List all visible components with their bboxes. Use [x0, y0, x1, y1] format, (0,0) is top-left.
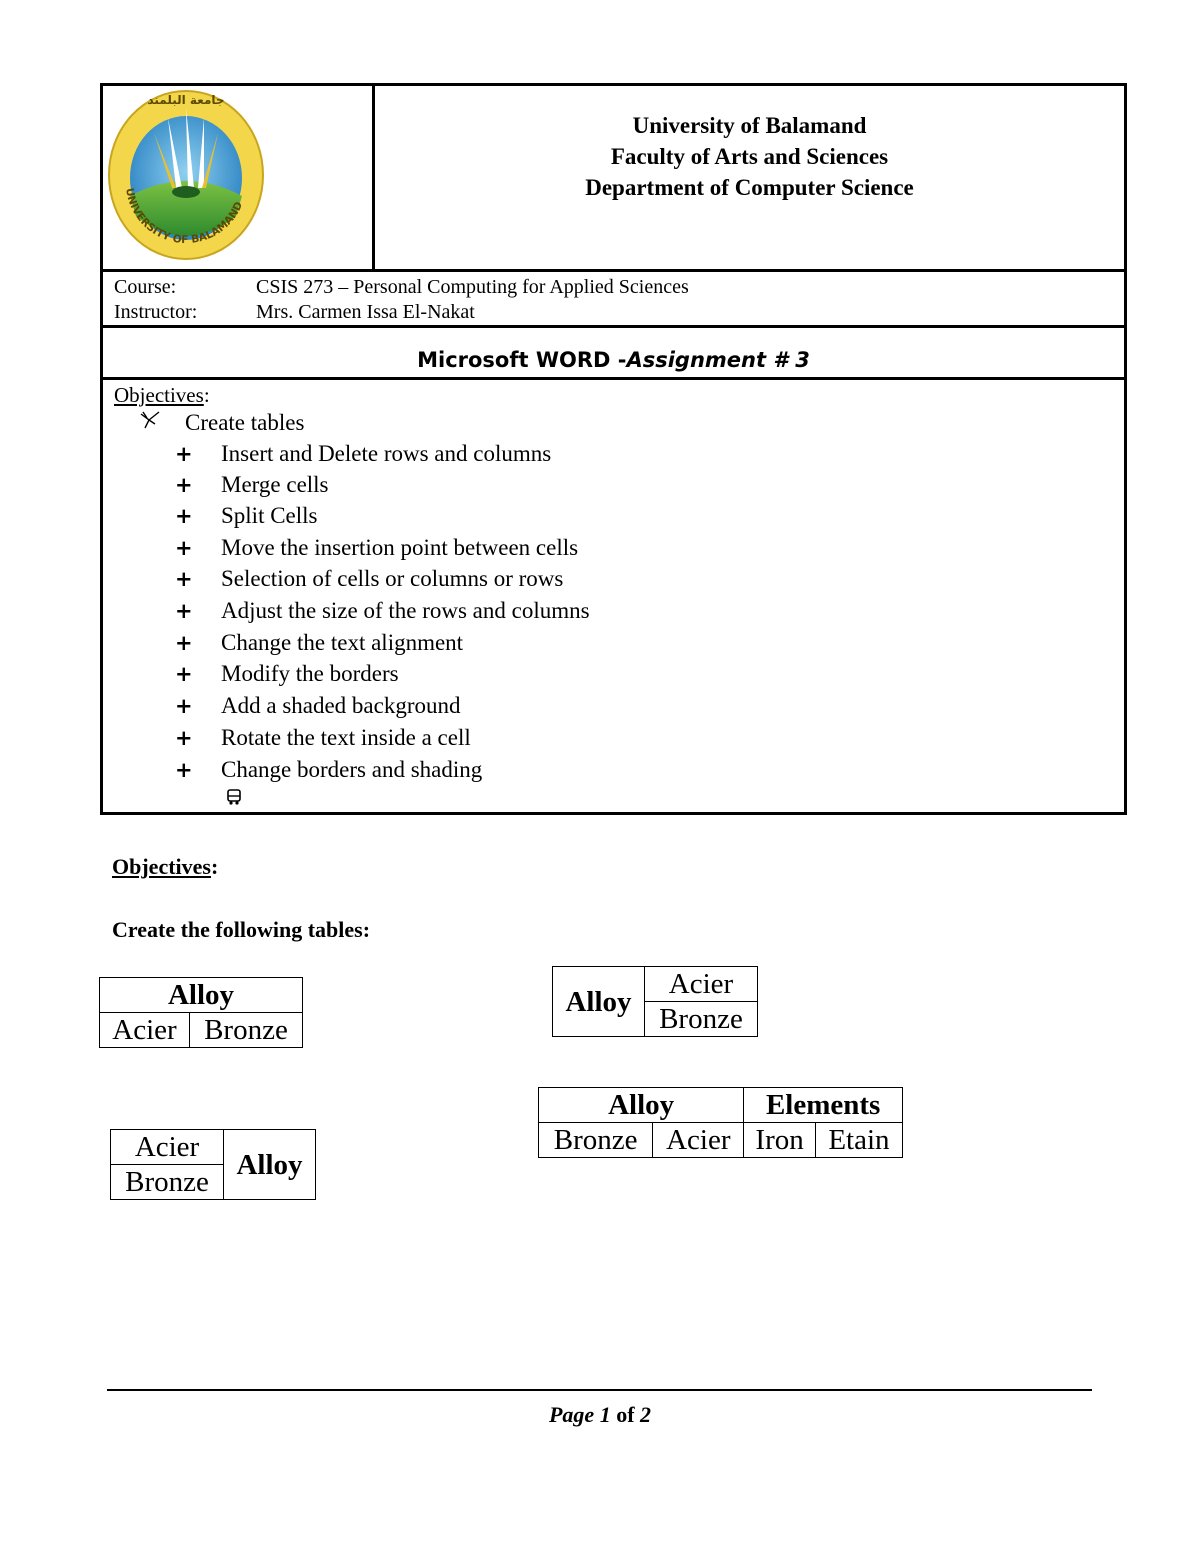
university-seal-icon [106, 88, 266, 263]
plus-bullet-icon: + [175, 662, 193, 686]
table-cell: Bronze [644, 1002, 757, 1037]
plus-bullet-icon: + [175, 473, 193, 497]
plus-bullet-icon: + [175, 694, 193, 718]
course-value: CSIS 273 – Personal Computing for Applied Sciences [256, 276, 689, 298]
table-cell: Acier [111, 1130, 224, 1165]
plus-bullet-icon: + [175, 442, 193, 466]
svg-text:UNIVERSITY OF BALAMAND: UNIVERSITY OF BALAMAND [123, 187, 246, 247]
list-item: + Rotate the text inside a cell [175, 725, 471, 750]
bus-icon [225, 788, 243, 810]
objectives-box [103, 377, 1124, 812]
create-following-text: Create the following tables: [112, 917, 371, 942]
footer-divider [107, 1389, 1092, 1391]
table-cell: Bronze [539, 1123, 653, 1158]
list-item: + Merge cells [175, 472, 329, 497]
objectives-heading: Objectives: [114, 383, 210, 407]
faculty-name: Faculty of Arts and Sciences [610, 144, 889, 169]
course-label: Course: [114, 276, 177, 298]
plus-bullet-icon: + [175, 631, 193, 655]
assignment-title: Microsoft WORD -Assignment # 3 [417, 348, 810, 372]
department-name: Department of Computer Science [585, 175, 914, 200]
sample-table-3 [110, 1129, 316, 1200]
table-header-cell: Alloy [539, 1088, 744, 1123]
list-item: + Change borders and shading [175, 757, 483, 782]
university-name: University of Balamand [632, 113, 867, 138]
table-header-cell: Elements [744, 1088, 903, 1123]
objectives-heading-2: Objectives: [112, 854, 219, 879]
plus-bullet-icon: + [175, 536, 193, 560]
list-item: + Change the text alignment [175, 630, 464, 655]
plus-bullet-icon: + [175, 504, 193, 528]
create-tables-item: Create tables [139, 410, 304, 436]
list-item: + Add a shaded background [175, 693, 461, 718]
university-cell [375, 86, 1124, 269]
instructor-label: Instructor: [114, 301, 198, 323]
table-cell: Acier [100, 1013, 190, 1048]
header-box [100, 83, 1127, 815]
plus-bullet-icon: + [175, 567, 193, 591]
list-item: + Modify the borders [175, 661, 399, 686]
table-cell: Bronze [189, 1013, 302, 1048]
table-header-cell: Alloy [100, 978, 303, 1013]
page-footer: Page 1 of 2 [548, 1402, 652, 1427]
table-cell: Bronze [111, 1165, 224, 1200]
table-cell: Acier [644, 967, 757, 1002]
dove-bullet-icon [139, 410, 185, 436]
plus-bullet-icon: + [175, 599, 193, 623]
table-header-cell: Alloy [224, 1130, 316, 1200]
table-cell: Acier [653, 1123, 744, 1158]
list-item: + Insert and Delete rows and columns [175, 441, 552, 466]
list-item: + Selection of cells or columns or rows [175, 566, 564, 591]
sample-table-4 [538, 1087, 903, 1158]
list-item: + Split Cells [175, 503, 318, 528]
course-row [103, 269, 1124, 326]
list-item: + Adjust the size of the rows and columns [175, 598, 590, 623]
sample-table-1 [99, 977, 303, 1048]
table-cell: Etain [815, 1123, 902, 1158]
table-header-cell: Alloy [553, 967, 645, 1037]
sample-table-2 [552, 966, 758, 1037]
plus-bullet-icon: + [175, 726, 193, 750]
instructor-value: Mrs. Carmen Issa El-Nakat [256, 301, 475, 323]
plus-bullet-icon: + [175, 758, 193, 782]
svg-text:جامعة البلمند: جامعة البلمند [147, 93, 225, 107]
assignment-title-row [103, 325, 1124, 378]
list-item: + Move the insertion point between cells [175, 535, 579, 560]
logo-cell [103, 86, 375, 269]
table-cell: Iron [744, 1123, 816, 1158]
